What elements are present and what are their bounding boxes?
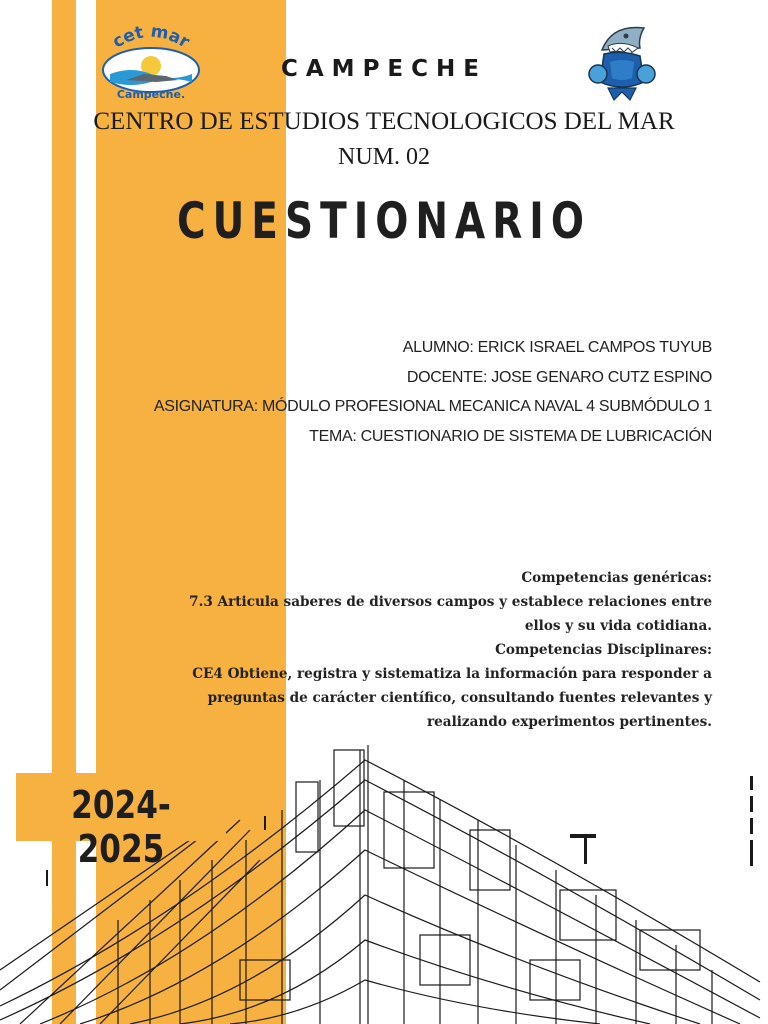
docente-line: DOCENTE: JOSE GENARO CUTZ ESPINO [406, 368, 712, 386]
city-heading: CAMPECHE [281, 56, 487, 82]
tema-line: TEMA: CUESTIONARIO DE SISTEMA DE LUBRICACIÓN [309, 427, 712, 445]
school-year: 2024-2025 [71, 783, 171, 871]
school-name: CENTRO DE ESTUDIOS TECNOLOGICOS DEL MAR [93, 108, 675, 135]
genericas-line: ellos y su vida cotidiana. [524, 618, 712, 634]
student-info-block [154, 333, 712, 451]
building-wireframe-illustration [0, 720, 768, 1024]
disciplinares-line: realizando experimentos pertinentes. [426, 714, 712, 730]
disciplinares-heading: Competencias Disciplinares: [495, 642, 712, 658]
disciplinares-line: CE4 Obtiene, registra y sistematiza la información para responder a [192, 666, 712, 682]
alumno-line: ALUMNO: ERICK ISRAEL CAMPOS TUYUB [402, 339, 712, 356]
school-number: NUM. 02 [337, 144, 430, 170]
disciplinares-line: preguntas de carácter científico, consultando fuentes relevantes y [207, 690, 712, 706]
asignatura-line: ASIGNATURA: MÓDULO PROFESIONAL MECANICA NAVAL 4 SUBMÓDULO 1 [153, 398, 712, 415]
competencias-block [92, 566, 712, 734]
school-year-box [16, 773, 226, 871]
genericas-line: 7.3 Articula saberes de diversos campos y establece relaciones entre [189, 594, 712, 610]
logo-top-text: cet mar [109, 22, 193, 53]
logo-bottom-text: Campeche. [116, 88, 186, 101]
genericas-heading: Competencias genéricas: [521, 570, 712, 586]
document-title: CUESTIONARIO [176, 192, 592, 250]
